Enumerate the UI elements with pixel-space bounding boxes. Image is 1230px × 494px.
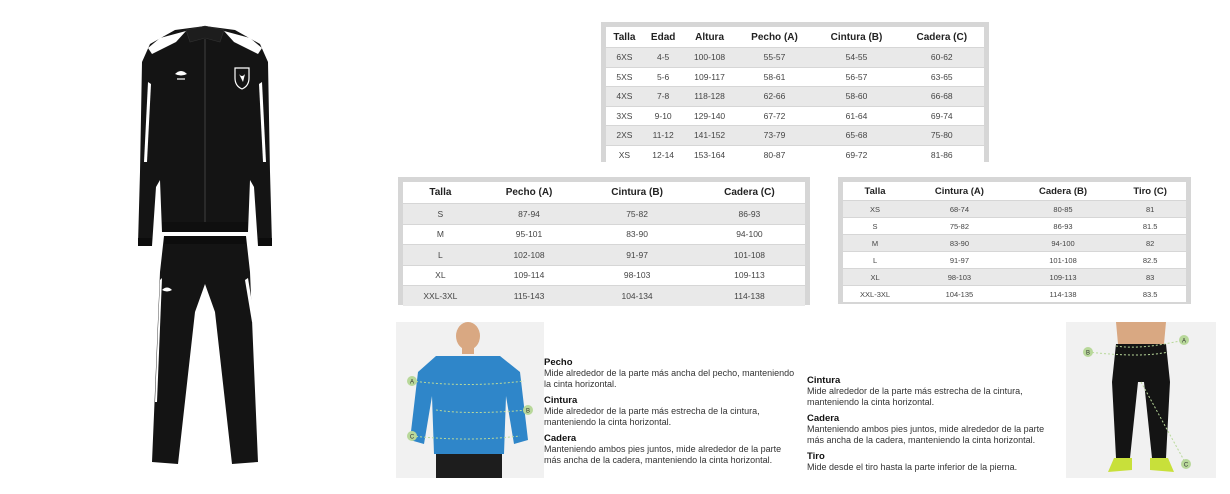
header-cell: Cintura (A) bbox=[907, 182, 1012, 200]
table-cell: XXL-3XL bbox=[843, 286, 907, 302]
size-table-kids bbox=[601, 22, 989, 162]
table-cell: 5XS bbox=[606, 68, 643, 87]
tracksuit-image bbox=[120, 22, 290, 472]
table-cell: XS bbox=[606, 146, 643, 165]
table-cell: 65-68 bbox=[813, 126, 899, 145]
guide-title: Tiro bbox=[807, 451, 825, 462]
table-cell: 101-108 bbox=[1012, 252, 1115, 268]
table-row bbox=[843, 286, 1186, 302]
table-cell: 109-114 bbox=[478, 266, 581, 286]
header-cell: Cadera (C) bbox=[694, 182, 805, 203]
guide-text: Mide alrededor de la parte más estrecha de la cintura, manteniendo la cinta horizontal. bbox=[807, 386, 1023, 407]
header-cell: Altura bbox=[684, 27, 736, 47]
table-cell: 109-117 bbox=[684, 68, 736, 87]
table-cell: 75-82 bbox=[907, 218, 1012, 234]
marker-b bbox=[1083, 347, 1093, 357]
table-cell: 80-85 bbox=[1012, 201, 1115, 217]
table-row bbox=[606, 87, 984, 106]
table-cell: 61-64 bbox=[813, 107, 899, 126]
table-cell: XL bbox=[403, 266, 478, 286]
table-cell: S bbox=[843, 218, 907, 234]
guide-title: Cintura bbox=[807, 375, 841, 386]
table-cell: 7-8 bbox=[643, 87, 684, 106]
table-cell: 75-80 bbox=[900, 126, 984, 145]
table-row bbox=[403, 286, 805, 306]
header-cell: Pecho (A) bbox=[478, 182, 581, 203]
table-cell: 82 bbox=[1114, 235, 1186, 251]
leggings-measurement-image bbox=[1066, 322, 1216, 478]
table-row bbox=[606, 107, 984, 126]
table-row bbox=[843, 201, 1186, 217]
table-row bbox=[606, 126, 984, 145]
table-cell: 87-94 bbox=[478, 204, 581, 224]
header-cell: Cadera (C) bbox=[900, 27, 984, 47]
header-cell: Talla bbox=[606, 27, 643, 47]
header-cell: Talla bbox=[843, 182, 907, 200]
marker-a bbox=[1179, 335, 1189, 345]
table-cell: 69-74 bbox=[900, 107, 984, 126]
table-cell: 98-103 bbox=[580, 266, 694, 286]
table-cell: 83-90 bbox=[907, 235, 1012, 251]
table-cell: 86-93 bbox=[694, 204, 805, 224]
table-cell: XL bbox=[843, 269, 907, 285]
table-cell: XS bbox=[843, 201, 907, 217]
marker-a bbox=[407, 376, 417, 386]
table-cell: 75-82 bbox=[580, 204, 694, 224]
marker-c bbox=[407, 431, 417, 441]
table-cell: 56-57 bbox=[813, 68, 899, 87]
table-cell: 11-12 bbox=[643, 126, 684, 145]
marker-b bbox=[523, 405, 533, 415]
table-cell: 2XS bbox=[606, 126, 643, 145]
marker-b-label: B bbox=[1085, 350, 1091, 357]
table-cell: 104-135 bbox=[907, 286, 1012, 302]
guide-title: Cadera bbox=[807, 413, 840, 424]
table-row bbox=[843, 252, 1186, 268]
table-cell: 109-113 bbox=[694, 266, 805, 286]
marker-a-label: A bbox=[1181, 338, 1187, 345]
table-cell: 58-61 bbox=[736, 68, 814, 87]
table-cell: 4XS bbox=[606, 87, 643, 106]
guide-text: Manteniendo ambos pies juntos, mide alrededor de la parte más ancha de la cadera, manteniendo la cinta horizontal. bbox=[807, 424, 1045, 445]
table-cell: 83-90 bbox=[580, 225, 694, 245]
table-cell: 94-100 bbox=[1012, 235, 1115, 251]
table-cell: 62-66 bbox=[736, 87, 814, 106]
guide-text: Manteniendo ambos pies juntos, mide alrededor de la parte más ancha de la cadera, manteniendo la cinta horizontal. bbox=[544, 444, 782, 465]
header-cell: Edad bbox=[643, 27, 684, 47]
table-cell: 91-97 bbox=[907, 252, 1012, 268]
table-cell: 81.5 bbox=[1114, 218, 1186, 234]
table-cell: 129-140 bbox=[684, 107, 736, 126]
measurement-guide-top bbox=[544, 357, 799, 471]
table-cell: 82.5 bbox=[1114, 252, 1186, 268]
table-cell: 4-5 bbox=[643, 48, 684, 67]
table-cell: 141-152 bbox=[684, 126, 736, 145]
table-cell: 12-14 bbox=[643, 146, 684, 165]
table-cell: 94-100 bbox=[694, 225, 805, 245]
measurement-guide-pants bbox=[807, 375, 1062, 478]
guide-text: Mide alrededor de la parte más ancha del pecho, manteniendo la cinta horizontal. bbox=[544, 368, 795, 389]
table-cell: 55-57 bbox=[736, 48, 814, 67]
table-cell: 83 bbox=[1114, 269, 1186, 285]
table-row bbox=[606, 146, 984, 165]
header-cell: Talla bbox=[403, 182, 478, 203]
table-cell: 6XS bbox=[606, 48, 643, 67]
table-cell: 98-103 bbox=[907, 269, 1012, 285]
table-cell: M bbox=[843, 235, 907, 251]
guide-text: Mide desde el tiro hasta la parte inferior de la pierna. bbox=[807, 462, 1018, 472]
table-cell: 109-113 bbox=[1012, 269, 1115, 285]
table-cell: 114-138 bbox=[694, 286, 805, 306]
table-row bbox=[606, 48, 984, 67]
table-row bbox=[843, 235, 1186, 251]
table-row bbox=[606, 68, 984, 87]
table-cell: 153-164 bbox=[684, 146, 736, 165]
table-row bbox=[403, 225, 805, 245]
table-cell: 102-108 bbox=[478, 245, 581, 265]
header-cell: Pecho (A) bbox=[736, 27, 814, 47]
header-cell: Cintura (B) bbox=[580, 182, 694, 203]
marker-c-label: C bbox=[409, 434, 415, 441]
size-table-pants-grid bbox=[843, 181, 1186, 303]
table-cell: 69-72 bbox=[813, 146, 899, 165]
table-cell: 83.5 bbox=[1114, 286, 1186, 302]
guide-title: Pecho bbox=[544, 357, 573, 368]
table-cell: 91-97 bbox=[580, 245, 694, 265]
table-cell: L bbox=[843, 252, 907, 268]
table-cell: 86-93 bbox=[1012, 218, 1115, 234]
marker-a-label: A bbox=[409, 379, 415, 386]
table-cell: 3XS bbox=[606, 107, 643, 126]
guide-text: Mide alrededor de la parte más estrecha de la cintura, manteniendo la cinta horizontal. bbox=[544, 406, 760, 427]
table-cell: S bbox=[403, 204, 478, 224]
table-row bbox=[403, 245, 805, 265]
table-row bbox=[843, 269, 1186, 285]
table-cell: 54-55 bbox=[813, 48, 899, 67]
size-table-kids-grid bbox=[606, 26, 984, 165]
header-cell: Cadera (B) bbox=[1012, 182, 1115, 200]
shirt-measurement-image bbox=[396, 322, 544, 478]
table-cell: 5-6 bbox=[643, 68, 684, 87]
table-cell: 81 bbox=[1114, 201, 1186, 217]
table-cell: 114-138 bbox=[1012, 286, 1115, 302]
table-cell: 66-68 bbox=[900, 87, 984, 106]
table-cell: L bbox=[403, 245, 478, 265]
table-cell: XXL-3XL bbox=[403, 286, 478, 306]
header-cell: Cintura (B) bbox=[813, 27, 899, 47]
table-cell: 67-72 bbox=[736, 107, 814, 126]
marker-c-label: C bbox=[1183, 462, 1189, 469]
table-cell: 9-10 bbox=[643, 107, 684, 126]
size-table-top bbox=[398, 177, 810, 305]
table-row bbox=[403, 204, 805, 224]
table-cell: 60-62 bbox=[900, 48, 984, 67]
header-cell: Tiro (C) bbox=[1114, 182, 1186, 200]
table-cell: 100-108 bbox=[684, 48, 736, 67]
marker-c bbox=[1181, 459, 1191, 469]
marker-b-label: B bbox=[525, 408, 531, 415]
table-cell: 81-86 bbox=[900, 146, 984, 165]
table-cell: 115-143 bbox=[478, 286, 581, 306]
table-cell: M bbox=[403, 225, 478, 245]
table-row bbox=[843, 218, 1186, 234]
table-cell: 104-134 bbox=[580, 286, 694, 306]
table-row bbox=[403, 266, 805, 286]
size-table-pants bbox=[838, 177, 1191, 304]
guide-title: Cadera bbox=[544, 433, 577, 444]
table-cell: 95-101 bbox=[478, 225, 581, 245]
table-cell: 63-65 bbox=[900, 68, 984, 87]
table-cell: 101-108 bbox=[694, 245, 805, 265]
table-cell: 73-79 bbox=[736, 126, 814, 145]
table-cell: 118-128 bbox=[684, 87, 736, 106]
table-cell: 80-87 bbox=[736, 146, 814, 165]
guide-title: Cintura bbox=[544, 395, 578, 406]
size-table-top-grid bbox=[403, 181, 805, 307]
table-cell: 68-74 bbox=[907, 201, 1012, 217]
table-cell: 58-60 bbox=[813, 87, 899, 106]
